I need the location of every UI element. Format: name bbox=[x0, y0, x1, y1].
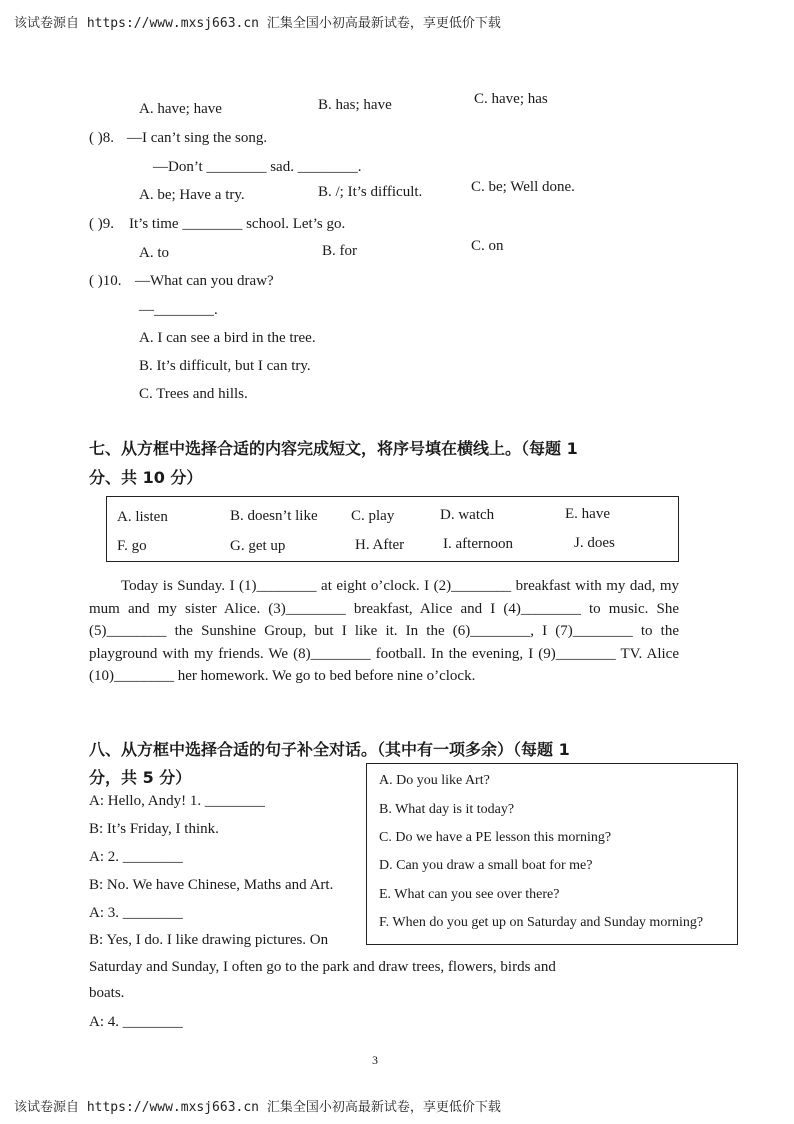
q10-option-a: A. I can see a bird in the tree. bbox=[139, 330, 316, 346]
section7-passage bbox=[89, 575, 679, 688]
q10-blank: —________. bbox=[139, 302, 218, 318]
q9-stem: It’s time ________ school. Let’s go. bbox=[129, 216, 346, 232]
s8-option-c: C. Do we have a PE lesson this morning? bbox=[379, 830, 612, 845]
dialogue-line-5: A: 3. ________ bbox=[89, 905, 183, 921]
dialogue-line-7: Saturday and Sunday, I often go to the park and draw trees, flowers, birds and bbox=[89, 959, 556, 975]
q9-option-c: C. on bbox=[471, 238, 504, 254]
q10-option-c: C. Trees and hills. bbox=[139, 386, 248, 402]
section8-title-line2: 分，共 5 分） bbox=[89, 768, 192, 787]
s7-option-h: H. After bbox=[355, 537, 405, 553]
q8-option-c: C. be; Well done. bbox=[471, 179, 575, 195]
dialogue-line-4: B: No. We have Chinese, Maths and Art. bbox=[89, 877, 334, 893]
dialogue-line-1: A: Hello, Andy! 1. ________ bbox=[89, 793, 265, 809]
s7-option-b: B. doesn’t like bbox=[230, 508, 318, 524]
s8-option-b: B. What day is it today? bbox=[379, 802, 515, 817]
section7-title-line2: 分、共 10 分） bbox=[89, 468, 203, 487]
s8-option-a: A. Do you like Art? bbox=[379, 773, 490, 788]
section7-title: 七、从方框中选择合适的内容完成短文，将序号填在横线上。（每题 1 bbox=[89, 439, 578, 458]
q8-line2: —Don’t ________ sad. ________. bbox=[153, 159, 362, 175]
s8-option-d: D. Can you draw a small boat for me? bbox=[379, 858, 593, 873]
source-note-bottom: 该试卷源自 https://www.mxsj663.cn 汇集全国小初高最新试卷，享更低价下载 bbox=[14, 1100, 501, 1115]
q10-option-b: B. It’s difficult, but I can try. bbox=[139, 358, 311, 374]
q7-option-b: B. has; have bbox=[318, 97, 392, 113]
s7-option-i: I. afternoon bbox=[443, 536, 513, 552]
dialogue-line-6: B: Yes, I do. I like drawing pictures. On bbox=[89, 932, 329, 948]
q10-number: ( )10. bbox=[89, 273, 122, 289]
s8-option-f: F. When do you get up on Saturday and Sunday morning? bbox=[379, 915, 704, 930]
q8-option-a: A. be; Have a try. bbox=[139, 187, 245, 203]
source-note-top: 该试卷源自 https://www.mxsj663.cn 汇集全国小初高最新试卷，享更低价下载 bbox=[14, 16, 501, 31]
q10-stem: —What can you draw? bbox=[135, 273, 274, 289]
q9-option-b: B. for bbox=[322, 243, 357, 259]
s7-option-a: A. listen bbox=[117, 509, 168, 525]
q8-line1: —I can’t sing the song. bbox=[127, 130, 268, 146]
s7-option-e: E. have bbox=[565, 506, 610, 522]
passage-text: Today is Sunday. I (1)________ at eight o’clock. I (2)________ breakfast with my dad, my mum and my sister Alice. (3)________ breakfast, Alice and I (4)________ to music. She (5)________ the Sunshine Group, but I like it. In the (6)________, I (7)________ to the playground with my friends. We (8)________ football. In the evening, I (9)________ TV. Alice (10)________ her homework. We go to bed before nine o’clock. bbox=[89, 578, 679, 684]
q7-option-a: A. have; have bbox=[139, 101, 222, 117]
s7-option-g: G. get up bbox=[230, 538, 286, 554]
q9-number: ( )9. bbox=[89, 216, 114, 232]
dialogue-line-3: A: 2. ________ bbox=[89, 849, 183, 865]
s7-option-f: F. go bbox=[117, 538, 147, 554]
section8-title: 八、从方框中选择合适的句子补全对话。（其中有一项多余）（每题 1 bbox=[89, 740, 570, 759]
q8-option-b: B. /; It’s difficult. bbox=[318, 184, 423, 200]
dialogue-line-8: boats. bbox=[89, 985, 125, 1001]
q9-option-a: A. to bbox=[139, 245, 169, 261]
s7-option-j: J. does bbox=[574, 535, 615, 551]
s8-option-e: E. What can you see over there? bbox=[379, 887, 560, 902]
page-number: 3 bbox=[372, 1053, 378, 1067]
s7-option-c: C. play bbox=[351, 508, 395, 524]
q8-number: ( )8. bbox=[89, 130, 114, 146]
s7-option-d: D. watch bbox=[440, 507, 495, 523]
dialogue-line-2: B: It’s Friday, I think. bbox=[89, 821, 219, 837]
dialogue-line-9: A: 4. ________ bbox=[89, 1014, 183, 1030]
q7-option-c: C. have; has bbox=[474, 91, 548, 107]
